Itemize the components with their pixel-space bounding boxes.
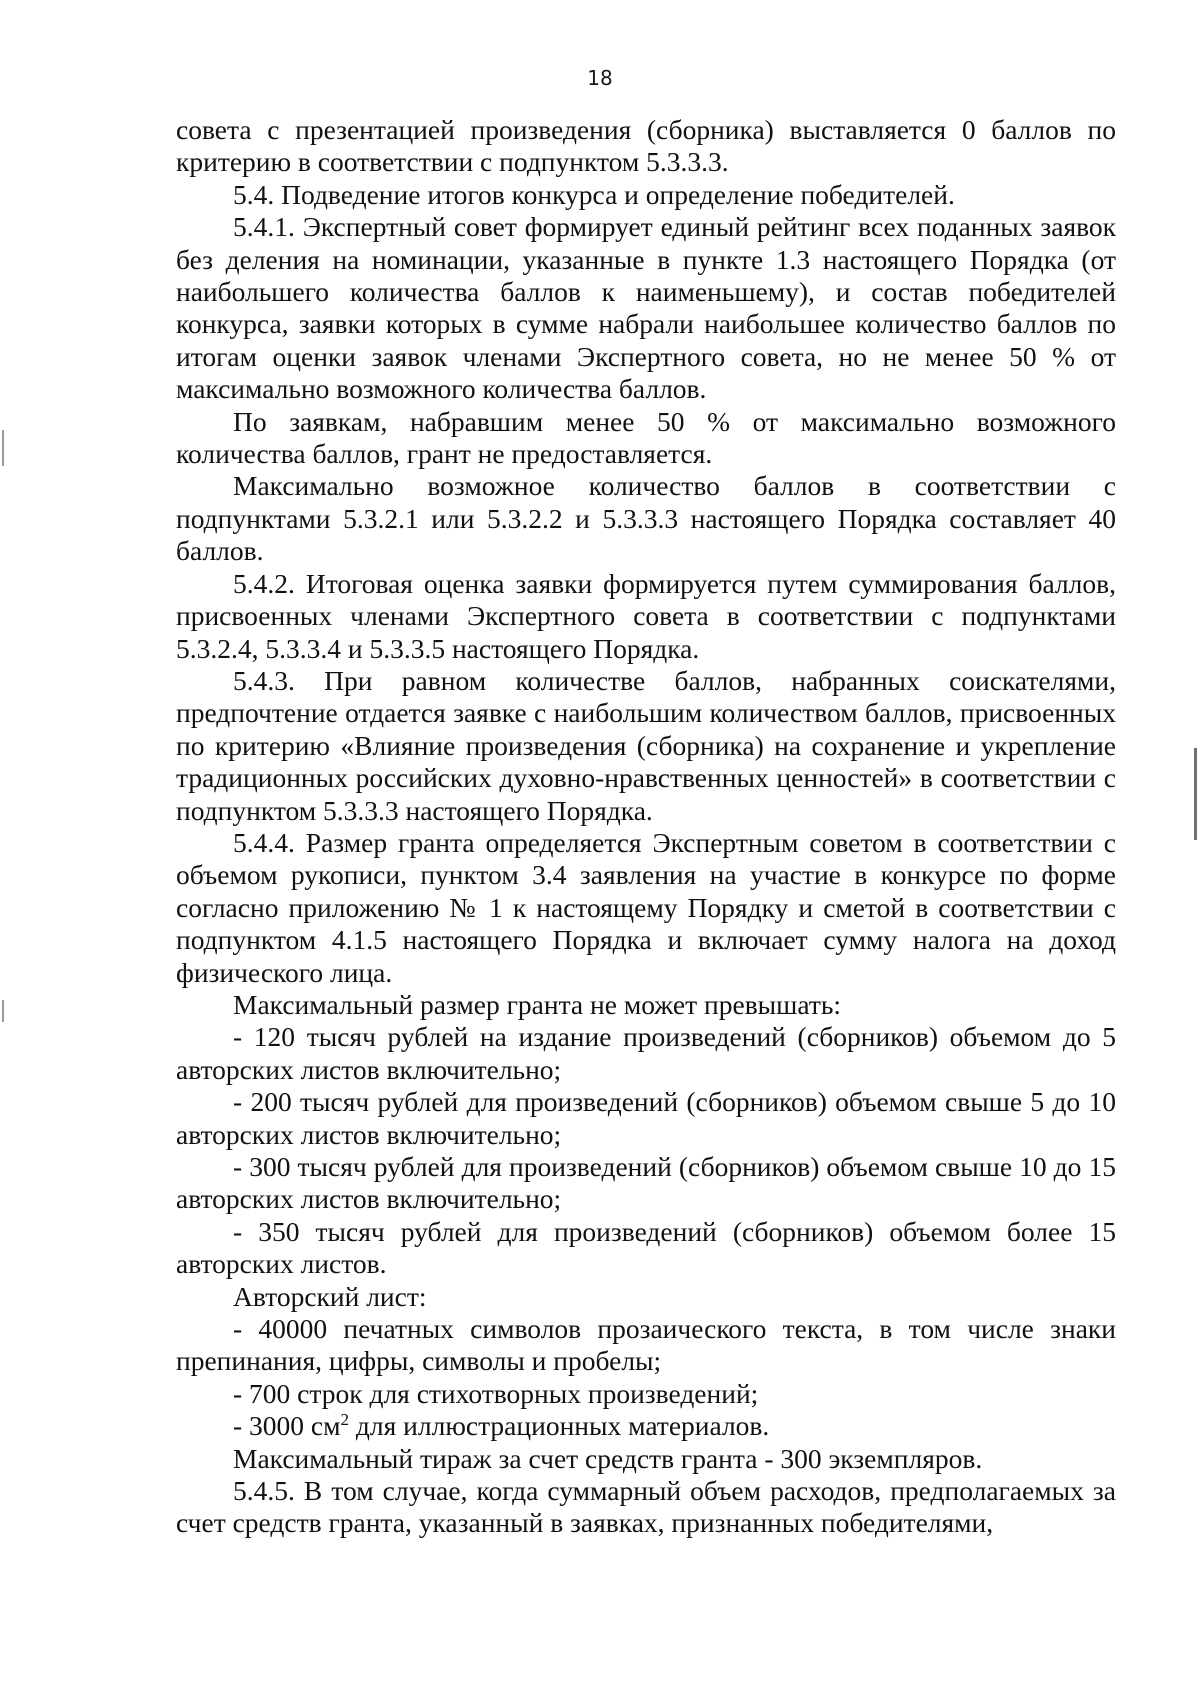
scan-edge-mark-left-bottom (2, 1000, 4, 1022)
document-body (176, 114, 1116, 1540)
paragraph-max-print-run: Максимальный тираж за счет средств гранта - 300 экземпляров. (233, 1442, 983, 1474)
section-5-4-heading: 5.4. Подведение итогов конкурса и определение победителей. (233, 178, 955, 210)
list-item-prose-symbols: - 40000 печатных символов прозаического текста, в том числе знаки препинания, цифры, символы и пробелы; (176, 1313, 1116, 1377)
paragraph-below-50-percent: По заявкам, набравшим менее 50 % от максимально возможного количества баллов, грант не предоставляется. (176, 405, 1116, 470)
illustrations-area-tail: для иллюстрационных материалов. (349, 1410, 770, 1442)
scan-edge-mark-left-top (2, 430, 4, 466)
paragraph-max-points: Максимально возможное количество баллов в соответствии с подпунктами 5.3.2.1 или 5.3.2.2 и 5.3.3.3 настоящего Порядка составляет 40 баллов. (176, 470, 1116, 567)
paragraph-5-4-1: 5.4.1. Экспертный совет формирует единый рейтинг всех поданных заявок без деления на номинации, указанные в пункте 1.3 настоящего Порядка (от наибольшего количества баллов к наименьшему), и состав победителей конкурса, заявки которых в сумме набрали наибольшее количество баллов по итогам оценки заявок членами Экспертного совета, но не менее 50 % от максимально возможного количества баллов. (176, 211, 1116, 405)
paragraph-5-4-5: 5.4.5. В том случае, когда суммарный объем расходов, предполагаемых за счет средств гранта, указанный в заявках, признанных победителями, (176, 1475, 1116, 1539)
illustrations-area-text: - 3000 см (233, 1410, 341, 1442)
paragraph-max-grant-intro: Максимальный размер гранта не может превышать: (233, 988, 842, 1020)
page-number: 18 (587, 66, 613, 90)
superscript-two: 2 (340, 1410, 350, 1430)
list-item-grant-120: - 120 тысяч рублей на издание произведений (сборников) объемом до 5 авторских листов включительно; (176, 1021, 1116, 1085)
list-item-illustrations (176, 1410, 1116, 1442)
author-sheet-heading: Авторский лист: (233, 1280, 427, 1312)
list-item-grant-300: - 300 тысяч рублей для произведений (сборников) объемом свыше 10 до 15 авторских листов включительно; (176, 1151, 1116, 1215)
paragraph-5-4-2: 5.4.2. Итоговая оценка заявки формируется путем суммирования баллов, присвоенных членами Экспертного совета в соответствии с подпунктами 5.3.2.4, 5.3.3.4 и 5.3.3.5 настоящего Порядка. (176, 567, 1116, 664)
paragraph-5-4-4: 5.4.4. Размер гранта определяется Экспертным советом в соответствии с объемом рукописи, пунктом 3.4 заявления на участие в конкурсе по форме согласно приложению № 1 к настоящему Порядку и сметой в соответствии с подпунктом 4.1.5 настоящего Порядка и включает сумму налога на доход физического лица. (176, 826, 1116, 988)
paragraph-5-4-3: 5.4.3. При равном количестве баллов, набранных соискателями, предпочтение отдается заявке с наибольшим количеством баллов, присвоенных по критерию «Влияние произведения (сборника) на сохранение и укрепление традиционных российских духовно-нравственных ценностей» в соответствии с подпунктом 5.3.3.3 настоящего Порядка. (176, 664, 1116, 826)
list-item-poetry-lines: - 700 строк для стихотворных произведений; (233, 1377, 759, 1409)
list-item-grant-200: - 200 тысяч рублей для произведений (сборников) объемом свыше 5 до 10 авторских листов включительно; (176, 1086, 1116, 1150)
scan-edge-mark-right (1194, 748, 1197, 840)
paragraph-continuation: совета с презентацией произведения (сборника) выставляется 0 баллов по критерию в соответствии с подпунктом 5.3.3.3. (176, 114, 1116, 178)
list-item-grant-350: - 350 тысяч рублей для произведений (сборников) объемом более 15 авторских листов. (176, 1215, 1116, 1280)
